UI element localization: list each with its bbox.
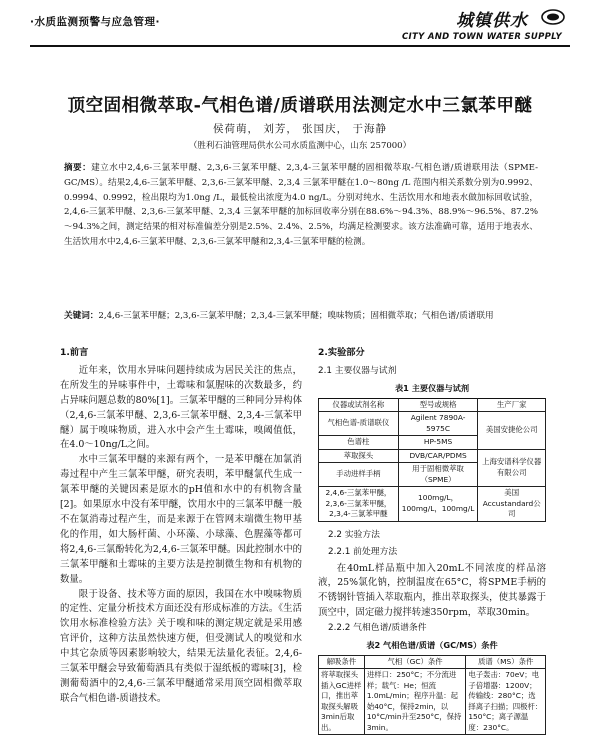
- left-column: [60, 346, 302, 707]
- header-rule: [30, 45, 570, 47]
- table-row: [319, 487, 546, 522]
- table-cell: 2,4,6-三氯苯甲醚，2,3,6-三氯苯甲醚，2,3,4-三氯苯甲醚: [319, 487, 399, 522]
- table-row: [319, 669, 546, 735]
- table-cell: HP-5MS: [398, 436, 478, 450]
- table1-header: 生产厂家: [478, 398, 546, 412]
- table-cell: 将萃取探头插入GC进样口，推出萃取探头解吸3min后取出。: [319, 669, 365, 735]
- preface-paragraph-1: 近年来，饮用水异味问题持续成为居民关注的焦点，在所发生的异味事件中，土霉味和氯腥味的次数最多，约占异味问题总数的80%[1]。三氯苯甲醚的三种同分异构体（2,4,6-三氯苯甲醚、2,3,6-三氯苯甲醚、2,3,4-三氯苯甲醚）属于嗅味物质，进入水中会产生土霉味，嗅阈值低，在4.0～10ng/L之间。: [60, 364, 302, 451]
- gcms-conditions-table: [318, 655, 546, 736]
- journal-section: ·水质监测预警与应急管理·: [30, 16, 160, 28]
- abstract-label: 摘要：: [64, 163, 92, 173]
- keywords-text: 2,4,6-三氯苯甲醚；2,3,6-三氯苯甲醚；2,3,4-三氯苯甲醚；嗅味物质；固相微萃取；气相色谱/质谱联用: [98, 311, 494, 321]
- table-row: [319, 449, 546, 463]
- table-cell: 气相色谱-质谱联仪: [319, 412, 399, 436]
- keywords: [64, 309, 538, 324]
- keywords-label: 关键词：: [64, 311, 99, 321]
- journal-logo: [402, 6, 562, 42]
- table-cell: 美国安捷伦公司: [478, 412, 546, 450]
- table2-header: 质谱（MS）条件: [466, 655, 546, 669]
- pretreatment-subheading: 2.2.1 前处理方法: [328, 546, 398, 557]
- gcms-subheading: 2.2.2 气相色谱/质谱条件: [328, 623, 427, 634]
- instruments-subheading: 2.1 主要仪器与试剂: [318, 365, 397, 376]
- table-cell: 色谱柱: [319, 436, 399, 450]
- table2-header: 解吸条件: [319, 655, 365, 669]
- table-cell: 电子轰击：70eV；电子倍增器：1200V；传输线：280°C；选择离子扫描；四极杆：150°C；离子源温度：230°C。: [466, 669, 546, 735]
- instruments-table: [318, 398, 546, 522]
- table2-header: 气相（GC）条件: [364, 655, 466, 669]
- table-cell: 用于固相微萃取（SPME）: [398, 463, 478, 487]
- table-cell: Agilent 7890A-5975C: [398, 412, 478, 436]
- table1-header: 型号或规格: [398, 398, 478, 412]
- paper-authors: 侯荷萌， 刘芳， 张国庆， 于海静: [212, 123, 387, 135]
- paper-title: 顶空固相微萃取-气相色谱/质谱联用法测定水中三氯苯甲醚: [67, 96, 533, 116]
- table1-header: 仪器或试剂名称: [319, 398, 399, 412]
- preface-heading: 1.前言: [60, 347, 89, 358]
- pretreatment-paragraph: 在40mL样品瓶中加入20mL不同浓度的样品溶液，25%氯化钠，控制温度在65°C，将SPME手柄的不锈钢针管插入萃取瓶内，推出萃取探头，使其暴露于顶空中，固定磁力搅拌转速350rpm，萃取30min。: [318, 562, 546, 619]
- water-drop-logo-icon: [540, 8, 566, 26]
- table-cell: 上海安谱科学仪器有限公司: [478, 449, 546, 487]
- methods-subheading: 2.2 实验方法: [328, 529, 380, 540]
- table1-caption: 表1 主要仪器与试剂: [394, 382, 470, 393]
- experiment-heading: 2.实验部分: [318, 347, 365, 358]
- preface-paragraph-2: 水中三氯苯甲醚的来源有两个，一是苯甲醚在加氯消毒过程中产生三氯苯甲醚，研究表明，苯甲醚氯代生成一氯苯甲醚的关键因素是原水的pH值和水中的有机物含量[2]。如果原水中没有苯甲醚，饮用水中的三氯苯甲醚一般不在氯消毒过程产生，而是来源于在管网末端微生物甲基化的作用，如大肠杆菌、小环藻、小球藻、色腥藻等都可将2,4,6-三氯酚转化为2,4,6-三氯苯甲醚。因此控制水中的三氯苯甲醚和土霉味的主要方法是控制微生物和有机物的数量。: [60, 454, 302, 585]
- table-cell: 进样口：250°C；不分流进样；载气：He；恒流1.0mL/min；程序升温：起始40°C，保持2min，以10°C/min升至250°C，保持3min。: [364, 669, 466, 735]
- table2-caption: 表2 气相色谱/质谱（GC/MS）条件: [366, 640, 498, 651]
- table-cell: 手动进样手柄: [319, 463, 399, 487]
- journal-name-en: CITY AND TOWN WATER SUPPLY: [402, 32, 562, 42]
- table-cell: DVB/CAR/PDMS: [398, 449, 478, 463]
- preface-paragraph-3: 限于设备、技术等方面的原因，我国在水中嗅味物质的定性、定量分析技术方面还没有形成标准的方法。《生活饮用水标准检验方法》关于嗅和味的测定规定就是采用感官评价，这种方法虽然快速方便，但受测试人的嗅觉和水中其它杂质等因素影响较大，结果无法量化表征。2,4,6-三氯苯甲醚会导致葡萄酒具有类似于湿纸板的霉味[3]，检测葡萄酒中的2,4,6-三氯苯甲醚通常采用顶空固相微萃取联合气相色谱-质谱技术。: [60, 588, 302, 704]
- right-column: [318, 346, 546, 735]
- abstract: [64, 161, 538, 250]
- table-cell: 萃取探头: [319, 449, 399, 463]
- table-cell: 美国Accustandard公司: [478, 487, 546, 522]
- paper-affiliation: （胜利石油管理局供水公司水质监测中心，山东 257000）: [188, 141, 412, 151]
- abstract-text: 建立水中2,4,6-三氯苯甲醚、2,3,6-三氯苯甲醚、2,3,4-三氯苯甲醚的固相微萃取-气相色谱/质谱联用法（SPME-GC/MS）。结果2,4,6-三氯苯甲醚、2,3,6-三氯苯甲醚、2,3,4 三氯苯甲醚在1.0～80ng /L 范围内相关系数分别为0.9992、0.9994、0.9992，检出限均为1.0ng /L，最低检出浓度为4.0 ng/L。分别对纯水、生活饮用水和地表水做加标回收试验，2,4,6-三氯苯甲醚、2,3,6-三氯苯甲醚、2,3,4 三氯苯甲醚的加标回收率分别在88.6%～94.3%、88.9%～96.5%、87.2%～94.3%之间，测定结果的相对标准偏差分别是2.5%、2.4%、2.5%，均满足检测要求。该方法准确可靠，适用于地表水、生活饮用水中2,4,6-三氯苯甲醚、2,3,6-三氯苯甲醚和2,3,4-三氯苯甲醚的检测。: [64, 163, 538, 247]
- journal-name-cn: 城镇供水: [456, 11, 528, 31]
- table-cell: 100mg/L，100mg/L，100mg/L: [398, 487, 478, 522]
- table-row: [319, 412, 546, 436]
